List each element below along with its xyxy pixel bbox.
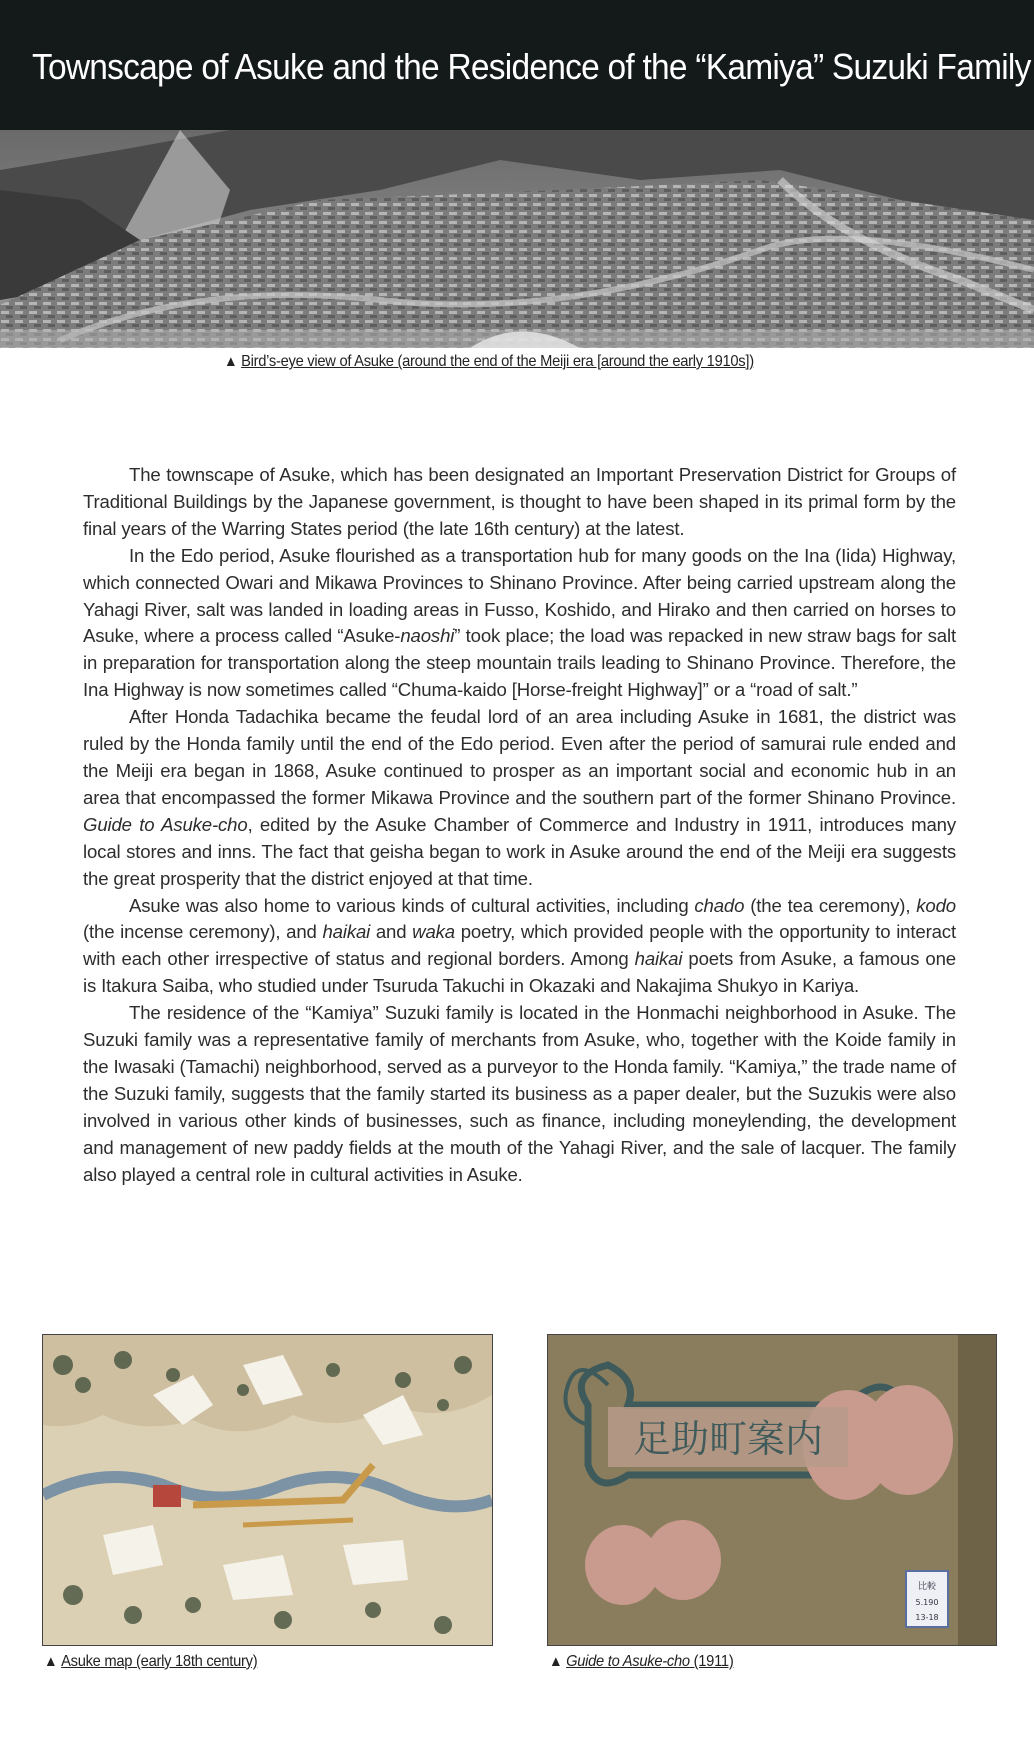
paragraph-2-text: In the Edo period, Asuke flourished as a transportation hub for many goods on the Ina (Iida) Highway, which connected Owari and Mikawa Provinces to Shinano Province. After being carried upstream along the Yahagi River, salt was landed in loading areas in Fusso, Koshido, and Hirako and then carried on horses to Asuke, where a process called “Asuke- [83, 544, 956, 647]
paragraph-4-text-f: poets from Asuke, a famous one is Itakura Saiba, who studied under Tsuruda Takuchi in Okazaki and Nakajima Shukyo in Kariya. [83, 948, 956, 997]
paragraph-4-text-e: poetry, which provided people with the opportunity to interact with each other irrespective of status and regional borders. Among [83, 921, 956, 970]
paragraph-4-text-c: (the incense ceremony), and [83, 921, 323, 943]
body-text [83, 462, 956, 1188]
paragraph-3 [83, 704, 956, 892]
triangle-marker-icon: ▲ [224, 353, 238, 370]
paragraph-4-text: Asuke was also home to various kinds of cultural activities, including [129, 894, 695, 916]
guide-caption-title: Guide to Asuke-cho [566, 1653, 690, 1670]
guide-cover-title: 足助町案内 [632, 1417, 824, 1461]
paragraph-4-italic-5: haikai [634, 948, 683, 970]
paragraph-3-italic: Guide to Asuke-cho [83, 813, 248, 835]
paragraph-2-text-cont: ” took place; the load was repacked in new straw bags for salt in preparation for transportation along the steep mountain trails leading to Shinano Province. Therefore, the Ina Highway is now sometimes called “Chuma-kaido [Horse-freight Highway]” or a “road of salt.” [83, 625, 957, 701]
paragraph-4 [83, 893, 956, 1001]
paragraph-5 [83, 1000, 956, 1188]
paragraph-1 [83, 462, 956, 543]
paragraph-1-text: The townscape of Asuke, which has been designated an Important Preservation District for Groups of Traditional Buildings by the Japanese government, is thought to have been shaped in its primal form by the final years of the Warring States period (the late 16th century) at the latest. [83, 464, 956, 539]
paragraph-4-italic-3: haikai [322, 921, 371, 943]
paragraph-4-text-d: and [370, 921, 413, 943]
birds-eye-caption [224, 353, 754, 371]
asuke-map-caption [44, 1653, 257, 1671]
birds-eye-caption-text: Bird’s-eye view of Asuke (around the end of the Meiji era [around the early 1910s]) [241, 353, 754, 370]
paragraph-4-italic-4: waka [412, 921, 455, 943]
paragraph-5-text: The residence of the “Kamiya” Suzuki family is located in the Honmachi neighborhood in Asuke. The Suzuki family was a representative family of merchants from Asuke, who, together with the Koide family in the Iwasaki (Tamachi) neighborhood, served as a purveyor to the Honda family. “Kamiya,” the trade name of the Suzuki family, suggests that the family started its business as a paper dealer, but the Suzukis were also involved in various other kinds of businesses, such as finance, including moneylending, the development and management of new paddy fields at the mouth of the Yahagi River, and the sale of lacquer. The family also played a central role in cultural activities in Asuke. [83, 1002, 956, 1185]
stamp-line-3: 13-18 [915, 1613, 939, 1622]
stamp-line-2: 5.190 [915, 1598, 939, 1607]
stamp-line-1: 比較 [917, 1582, 937, 1592]
paragraph-4-italic-2: kodo [916, 894, 956, 916]
paragraph-2 [83, 543, 956, 704]
page-header [0, 0, 1034, 130]
paragraph-3-text: After Honda Tadachika became the feudal lord of an area including Asuke in 1681, the district was ruled by the Honda family until the end of the Edo period. Even after the period of samurai rule ended and the Meiji era began in 1868, Asuke continued to prosper as an important social and economic hub in an area that encompassed the former Mikawa Province and the southern part of the former Shinano Province. [83, 706, 956, 808]
triangle-marker-icon: ▲ [549, 1653, 563, 1670]
paragraph-4-italic-1: chado [694, 894, 745, 916]
page-title: Townscape of Asuke and the Residence of the “Kamiya” Suzuki Family [32, 46, 1031, 87]
paragraph-4-text-b: (the tea ceremony), [744, 894, 917, 916]
asuke-map-caption-text: Asuke map (early 18th century) [61, 1653, 258, 1670]
paragraph-2-italic: naoshi [400, 625, 455, 647]
birds-eye-photo [0, 130, 1034, 348]
paragraph-3-text-cont: , edited by the Asuke Chamber of Commerce and Industry in 1911, introduces many local stores and inns. The fact that geisha began to work in Asuke around the end of the Meiji era suggests the great prosperity that the district enjoyed at that time. [83, 813, 956, 889]
guide-book-cover-photo [547, 1334, 997, 1646]
guide-caption-year: (1911) [689, 1653, 734, 1670]
triangle-marker-icon: ▲ [44, 1653, 58, 1670]
asuke-map-photo [42, 1334, 493, 1646]
guide-caption [549, 1653, 733, 1671]
